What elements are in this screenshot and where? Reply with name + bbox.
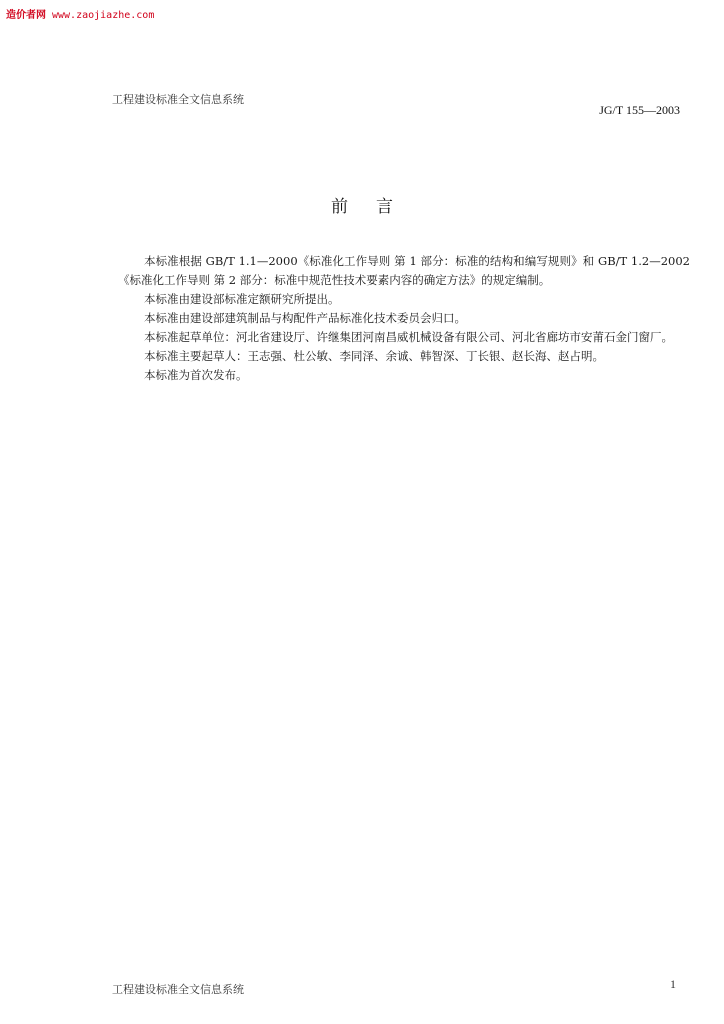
footer-system-name: 工程建设标准全文信息系统 bbox=[112, 983, 244, 996]
watermark-site-name: 造价者网 bbox=[6, 10, 46, 21]
standard-number: JG/T 155—2003 bbox=[599, 103, 680, 117]
header-system-name: 工程建设标准全文信息系统 bbox=[112, 93, 244, 106]
foreword-body bbox=[118, 252, 690, 385]
paragraph-first-release: 本标准为首次发布。 bbox=[144, 368, 248, 382]
paragraph-drafting-units: 本标准起草单位：河北省建设厅、许继集团河南昌威机械设备有限公司、河北省廊坊市安莆石金门窗厂。 bbox=[144, 330, 673, 344]
watermark bbox=[6, 6, 154, 21]
paragraph-proposed-by: 本标准由建设部标准定额研究所提出。 bbox=[144, 292, 340, 306]
watermark-url: www.zaojiazhe.com bbox=[52, 10, 155, 21]
paragraph-managed-by: 本标准由建设部建筑制品与构配件产品标准化技术委员会归口。 bbox=[144, 311, 466, 325]
page-title: 前言 bbox=[331, 197, 421, 217]
page-number: 1 bbox=[670, 977, 676, 991]
paragraph-drafters: 本标准主要起草人：王志强、杜公敏、李同泽、余诚、韩智深、丁长银、赵长海、赵占明。 bbox=[144, 349, 604, 363]
paragraph-basis: 本标准根据 GB/T 1.1—2000《标准化工作导则 第 1 部分：标准的结构和编写规则》和 GB/T 1.2—2002《标准化工作导则 第 2 部分：标准中规范性技术要素内容的确定方法》的规定编制。 bbox=[118, 254, 690, 287]
